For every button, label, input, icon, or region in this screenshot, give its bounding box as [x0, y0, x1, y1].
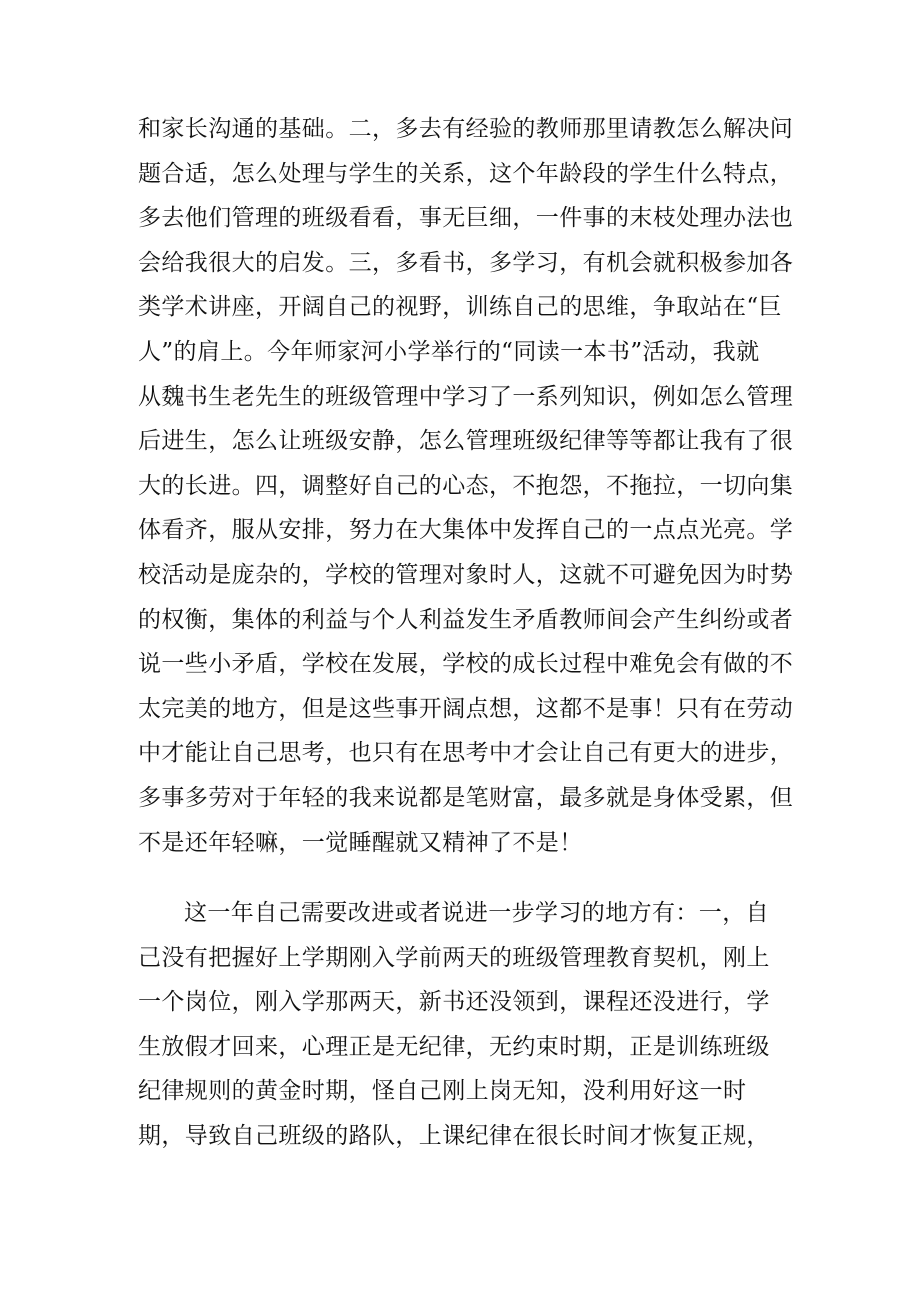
text-line: 这一年自己需要改进或者说进一步学习的地方有：一，自	[184, 900, 769, 926]
text-line: 一个岗位，刚入学那两天，新书还没领到，课程还没进行，学	[138, 989, 770, 1016]
text-line: 多事多劳对于年轻的我来说都是笔财富，最多就是身体受累，但	[138, 785, 794, 811]
text-line: 大的长进。四，调整好自己的心态，不抱怨，不拖拉，一切向集	[138, 472, 794, 499]
text-line: 人”的肩上。今年师家河小学举行的“同读一本书”活动，我就	[138, 339, 760, 365]
text-line: 多去他们管理的班级看看，事无巨细，一件事的末枝处理办法也	[138, 205, 794, 232]
text-line: 说一些小矛盾，学校在发展，学校的成长过程中难免会有做的不	[138, 651, 794, 678]
text-line: 己没有把握好上学期刚入学前两天的班级管理教育契机，刚上	[138, 944, 770, 971]
text-line: 太完美的地方，但是这些事开阔点想，这都不是事！只有在劳动	[138, 695, 794, 722]
text-line: 类学术讲座，开阔自己的视野，训练自己的思维，争取站在“巨	[138, 294, 782, 321]
text-line: 不是还年轻嘛，一觉睡醒就又精神了不是！	[138, 829, 583, 856]
text-line: 校活动是庞杂的，学校的管理对象时人，这就不可避免因为时势	[138, 562, 794, 588]
text-line: 期，导致自己班级的路队，上课纪律在很长时间才恢复正规，	[138, 1123, 770, 1149]
text-line: 中才能让自己思考，也只有在思考中才会让自己有更大的进步，	[138, 740, 794, 767]
text-line: 体看齐，服从安排，努力在大集体中发挥自己的一点点光亮。学	[138, 517, 794, 544]
text-line: 生放假才回来，心理正是无纪律，无约束时期，正是训练班级	[138, 1033, 770, 1060]
text-line: 后进生，怎么让班级安静，怎么管理班级纪律等等都让我有了很	[138, 428, 794, 455]
text-line: 的权衡，集体的利益与个人利益发生矛盾教师间会产生纠纷或者	[138, 606, 794, 633]
text-line: 纪律规则的黄金时期，怪自己刚上岗无知，没利用好这一时	[138, 1078, 747, 1105]
text-line: 从魏书生老先生的班级管理中学习了一系列知识，例如怎么管理	[138, 383, 794, 410]
text-line: 会给我很大的启发。三，多看书，多学习，有机会就积极参加各	[138, 249, 794, 276]
text-line: 和家长沟通的基础。二，多去有经验的教师那里请教怎么解决问	[138, 116, 794, 142]
text-line: 题合适，怎么处理与学生的关系，这个年龄段的学生什么特点，	[138, 160, 794, 187]
